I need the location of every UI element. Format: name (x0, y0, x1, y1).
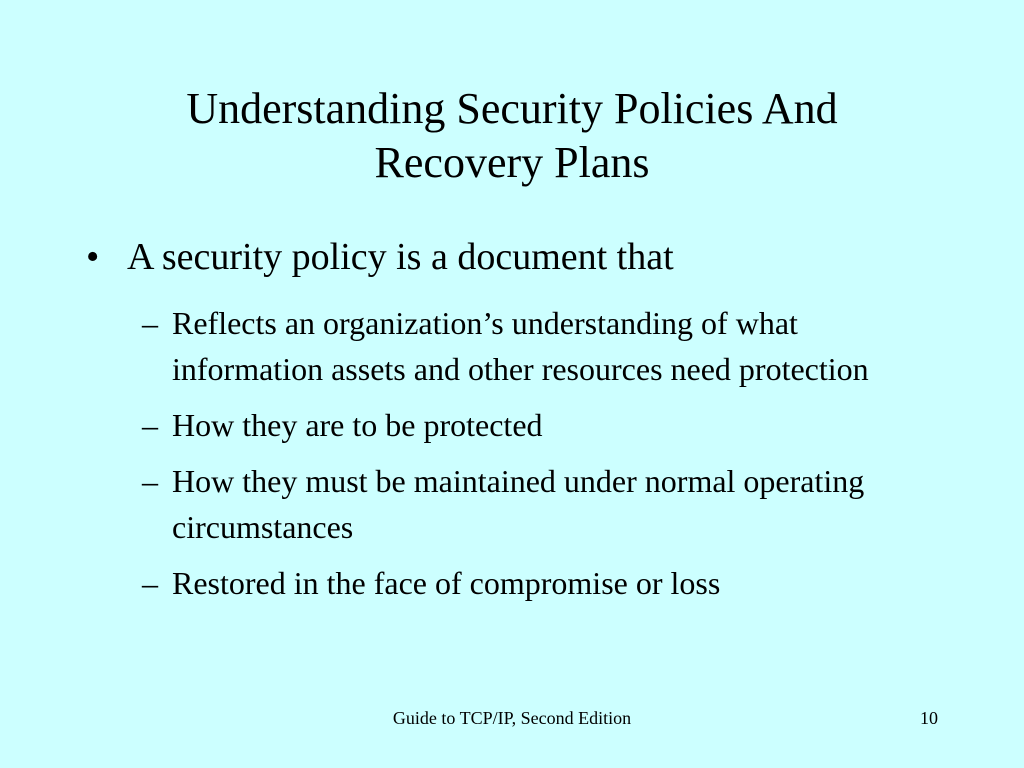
sub-bullet-text: Reflects an organization’s understanding of what information assets and other resources need protection (172, 305, 869, 387)
slide-title-line-2: Recovery Plans (374, 138, 650, 187)
slide-title (110, 82, 914, 190)
sub-bullet-text: How they must be maintained under normal operating circumstances (172, 463, 865, 545)
bullet-mark: • (86, 236, 100, 278)
sub-bullet-text: How they are to be protected (172, 407, 543, 443)
sub-bullet-mark: – (142, 565, 158, 601)
main-bullet (0, 232, 1024, 282)
slide-title-line-1: Understanding Security Policies And (186, 84, 838, 133)
sub-bullet (0, 402, 892, 448)
sub-bullet-mark: – (142, 407, 158, 443)
bullet-list (0, 232, 1024, 606)
main-bullet-text: A security policy is a document that (127, 236, 674, 278)
sub-bullet (0, 560, 892, 606)
sub-bullet-mark: – (142, 463, 158, 499)
sub-bullet (0, 458, 892, 550)
footer-text: Guide to TCP/IP, Second Edition (392, 708, 632, 728)
sub-bullet-mark: – (142, 305, 158, 341)
page-number: 10 (920, 708, 938, 728)
sub-bullet-text: Restored in the face of compromise or loss (172, 565, 721, 601)
sub-bullet (0, 300, 892, 392)
